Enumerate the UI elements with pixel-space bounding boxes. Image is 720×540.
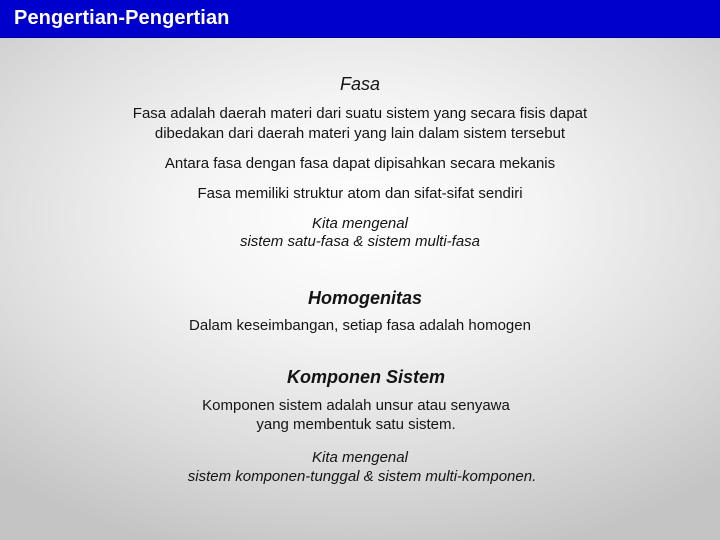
fasa-definition-line2: dibedakan dari daerah materi yang lain dalam sistem tersebut	[154, 125, 566, 142]
title-bar	[0, 0, 720, 38]
fasa-note-line2: sistem satu-fasa & sistem multi-fasa	[239, 233, 481, 250]
homogenitas-text: Dalam keseimbangan, setiap fasa adalah homogen	[189, 317, 531, 334]
slide-title: Pengertian-Pengertian	[14, 7, 230, 29]
fasa-point-structure: Fasa memiliki struktur atom dan sifat-sifat sendiri	[197, 185, 523, 202]
fasa-point-separable: Antara fasa dengan fasa dapat dipisahkan secara mekanis	[164, 155, 556, 172]
komponen-note-line2: sistem komponen-tunggal & sistem multi-komponen.	[187, 468, 537, 485]
komponen-heading: Komponen Sistem	[286, 367, 446, 387]
komponen-definition-line2: yang membentuk satu sistem.	[256, 416, 456, 433]
homogenitas-heading: Homogenitas	[307, 288, 422, 308]
fasa-definition-line1: Fasa adalah daerah materi dari suatu sistem yang secara fisis dapat	[132, 105, 588, 122]
komponen-definition-line1: Komponen sistem adalah unsur atau senyawa	[202, 397, 510, 414]
fasa-note-line1: Kita mengenal	[312, 215, 408, 232]
komponen-note-line1: Kita mengenal	[312, 449, 408, 466]
fasa-heading: Fasa	[339, 74, 381, 94]
